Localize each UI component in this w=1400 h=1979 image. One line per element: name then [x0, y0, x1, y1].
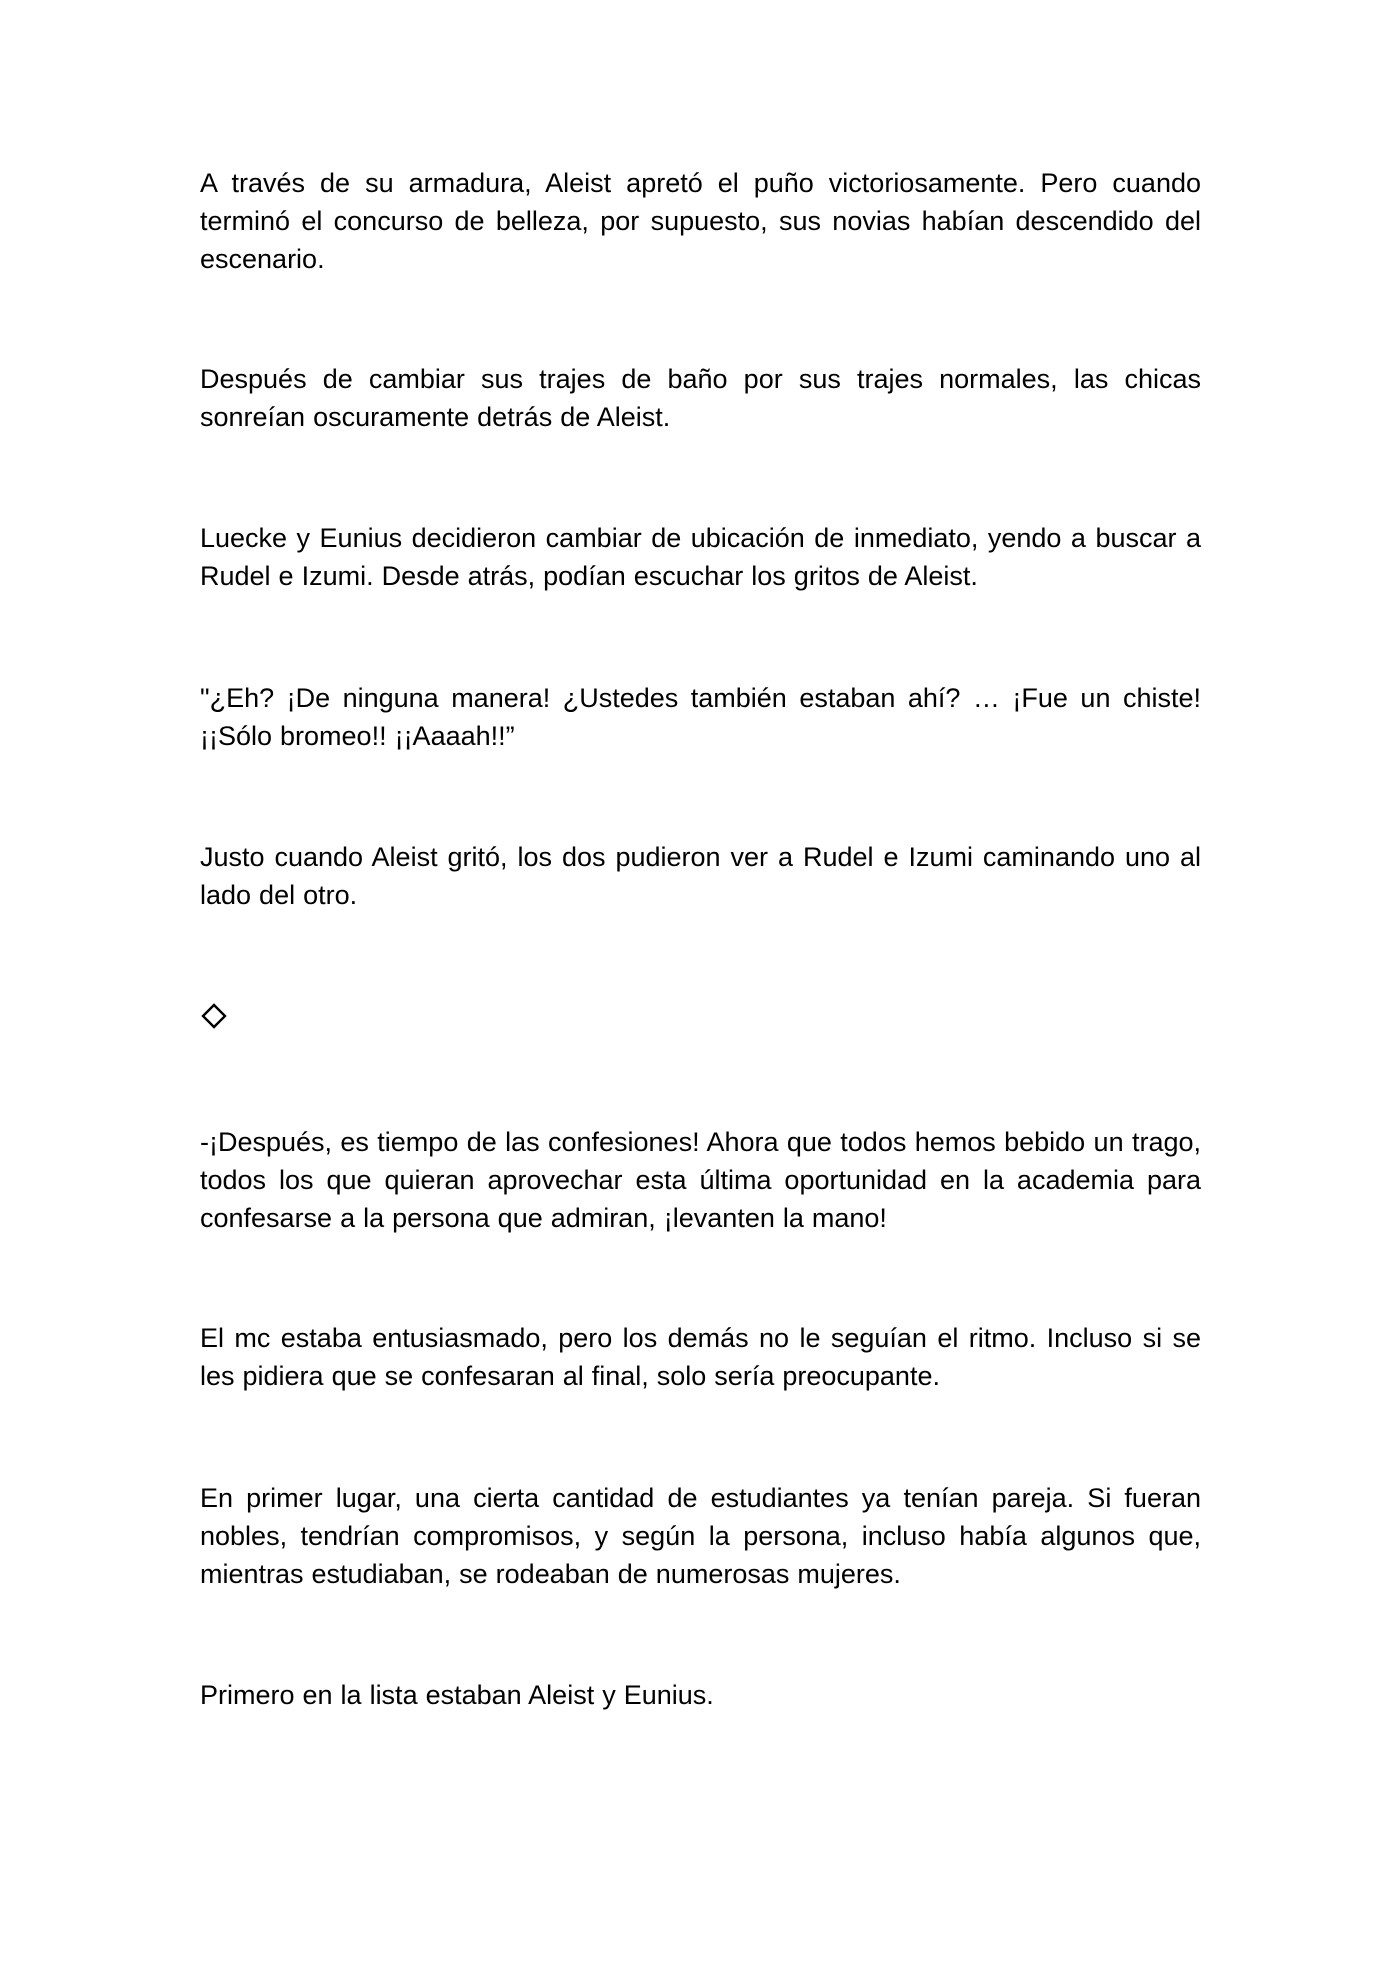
diamond-outline-icon: [201, 1003, 227, 1029]
paragraph-4: "¿Eh? ¡De ninguna manera! ¿Ustedes también estaban ahí? … ¡Fue un chiste! ¡¡Sólo bromeo!! ¡¡Aaaah!!”: [200, 683, 1201, 751]
paragraph-1: A través de su armadura, Aleist apretó el puño victoriosamente. Pero cuando terminó el concurso de belleza, por supuesto, sus novias habían descendido del escenario.: [200, 168, 1201, 274]
paragraph-7: El mc estaba entusiasmado, pero los demás no le seguían el ritmo. Incluso si se les pidiera que se confesaran al final, solo sería preocupante.: [200, 1323, 1201, 1391]
paragraph-5: Justo cuando Aleist gritó, los dos pudieron ver a Rudel e Izumi caminando uno al lado del otro.: [200, 842, 1201, 910]
paragraph-9: Primero en la lista estaban Aleist y Eunius.: [200, 1680, 714, 1710]
paragraph-6: -¡Después, es tiempo de las confesiones! Ahora que todos hemos bebido un trago, todos los que quieran aprovechar esta última oportunidad en la academia para confesarse a la persona que admiran, ¡levanten la mano!: [200, 1127, 1201, 1233]
paragraph-2: Después de cambiar sus trajes de baño por sus trajes normales, las chicas sonreían oscuramente detrás de Aleist.: [200, 364, 1201, 432]
paragraph-3: Luecke y Eunius decidieron cambiar de ubicación de inmediato, yendo a buscar a Rudel e Izumi. Desde atrás, podían escuchar los gritos de Aleist.: [200, 523, 1201, 591]
paragraph-8: En primer lugar, una cierta cantidad de estudiantes ya tenían pareja. Si fueran nobles, tendrían compromisos, y según la persona, incluso había algunos que, mientras estudiaban, se rodeaban de numerosas mujeres.: [200, 1483, 1201, 1589]
